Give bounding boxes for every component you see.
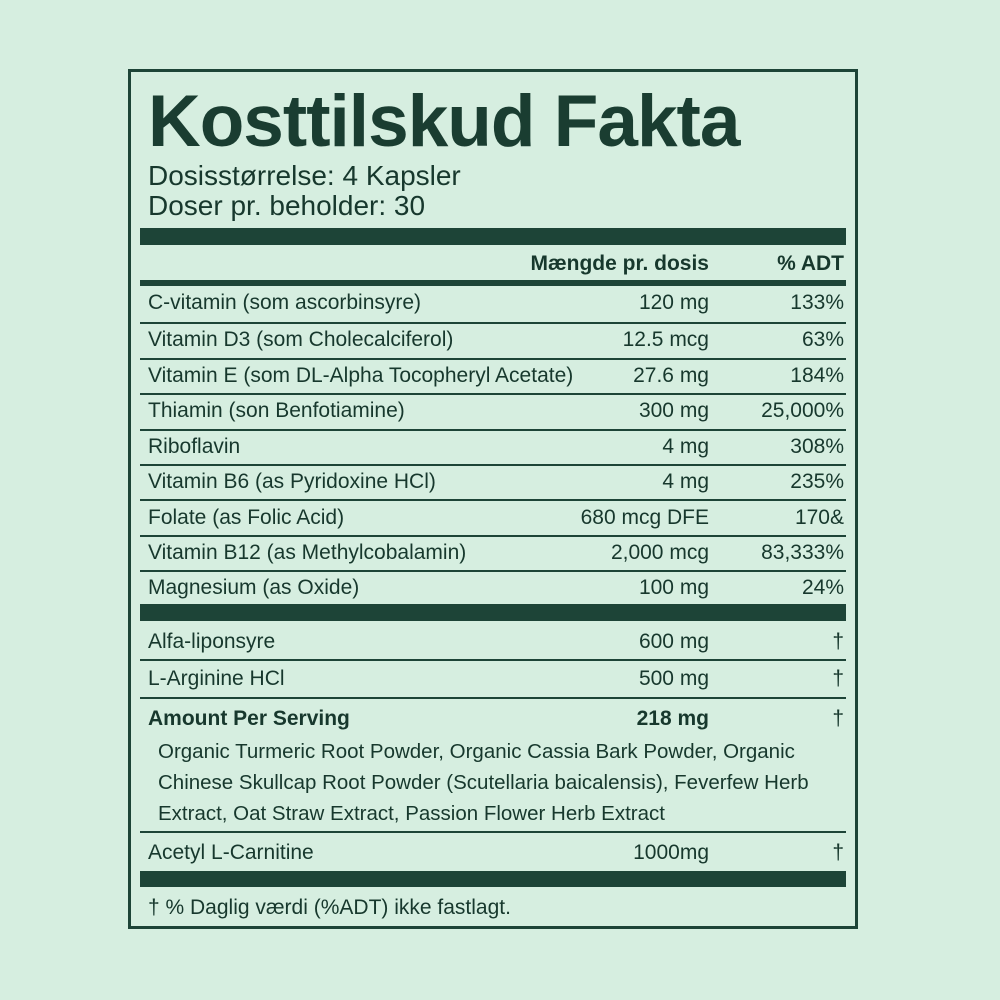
blend-name: Amount Per Serving (148, 707, 350, 730)
label-title: Kosttilskud Fakta (148, 81, 740, 162)
nutrient-amount: 12.5 mcg (622, 328, 709, 351)
row-divider (140, 499, 846, 501)
nutrient-amount: 100 mg (638, 576, 709, 599)
dagger-mark: † (832, 667, 844, 690)
nutrient-name: Riboflavin (148, 435, 241, 458)
column-header-row (148, 248, 846, 280)
footnote: † % Daglig værdi (%ADT) ikke fastlagt. (148, 896, 511, 919)
ingredient-row (148, 626, 846, 658)
blend-amount: 218 mg (636, 707, 709, 730)
thick-divider (140, 228, 846, 245)
nutrient-dv: 308% (790, 435, 844, 458)
nutrient-amount: 4 mg (662, 470, 709, 493)
ingredient-row (148, 837, 846, 869)
nutrient-name: Vitamin B6 (as Pyridoxine HCl) (148, 470, 436, 493)
nutrient-dv: 184% (790, 364, 844, 387)
blend-description: Organic Turmeric Root Powder, Organic Cassia Bark Powder, Organic Chinese Skullcap Root Powder (Scutellaria baicalensis), Feverfew Herb Extract, Oat Straw Extract, Passion Flower Herb Extract (158, 740, 809, 825)
nutrient-name: Folate (as Folic Acid) (148, 506, 345, 529)
medium-divider (140, 280, 846, 286)
amount-column-header: Mængde pr. dosis (530, 252, 709, 275)
nutrient-dv: 24% (801, 576, 844, 599)
nutrient-amount: 120 mg (638, 291, 709, 314)
nutrient-row (148, 360, 846, 392)
nutrient-row (148, 537, 846, 569)
nutrient-row (148, 431, 846, 463)
nutrient-name: Vitamin B12 (as Methylcobalamin) (148, 541, 467, 564)
thick-divider (140, 871, 846, 887)
dagger-mark: † (832, 630, 844, 653)
row-divider (140, 659, 846, 661)
thick-divider (140, 604, 846, 621)
ingredient-name: L-Arginine HCl (148, 667, 285, 690)
ingredient-amount: 1000mg (633, 841, 709, 864)
serving-size: Dosisstørrelse: 4 Kapsler (148, 160, 461, 191)
blend-row (148, 703, 846, 735)
dagger-mark: † (832, 707, 844, 730)
nutrient-name: Vitamin E (som DL-Alpha Tocopheryl Acetate) (148, 364, 574, 387)
nutrient-name: Magnesium (as Oxide) (148, 576, 360, 599)
nutrient-dv: 63% (801, 328, 844, 351)
nutrient-row (148, 324, 846, 356)
nutrient-amount: 2,000 mcg (610, 541, 709, 564)
ingredient-amount: 500 mg (638, 667, 709, 690)
nutrient-dv: 25,000% (761, 399, 844, 422)
nutrient-amount: 27.6 mg (633, 364, 709, 387)
nutrient-dv: 83,333% (761, 541, 844, 564)
nutrient-row (148, 572, 846, 604)
nutrient-name: Thiamin (son Benfotiamine) (148, 399, 405, 422)
ingredient-name: Acetyl L-Carnitine (148, 841, 314, 864)
nutrient-dv: 235% (790, 470, 844, 493)
nutrient-amount: 4 mg (662, 435, 709, 458)
ingredient-row (148, 663, 846, 695)
nutrient-dv: 133% (790, 291, 844, 314)
nutrient-row (148, 502, 846, 534)
supplement-facts-label (128, 69, 858, 929)
nutrient-amount: 680 mcg DFE (580, 506, 709, 529)
nutrient-row (148, 395, 846, 427)
nutrient-dv: 170& (794, 506, 844, 529)
dagger-mark: † (832, 841, 844, 864)
nutrient-name: C-vitamin (som ascorbinsyre) (148, 291, 422, 314)
dv-column-header: % ADT (777, 252, 844, 275)
servings-per-container: Doser pr. beholder: 30 (148, 190, 426, 221)
nutrient-row (148, 466, 846, 498)
ingredient-amount: 600 mg (638, 630, 709, 653)
nutrient-row (148, 287, 846, 319)
nutrient-name: Vitamin D3 (som Cholecalciferol) (148, 328, 454, 351)
ingredient-name: Alfa-liponsyre (148, 630, 276, 653)
row-divider (140, 697, 846, 699)
nutrient-amount: 300 mg (638, 399, 709, 422)
row-divider (140, 831, 846, 833)
